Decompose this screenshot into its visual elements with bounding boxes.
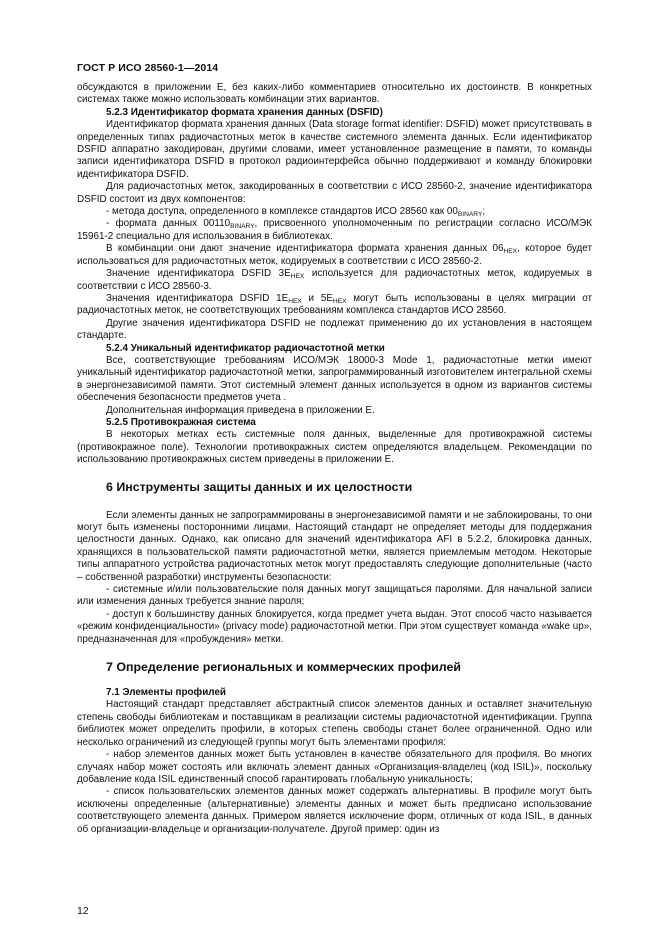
subscript: BINARY xyxy=(457,211,483,219)
paragraph xyxy=(77,243,592,268)
subsection-heading-5-2-5: 5.2.5 Противокражная система xyxy=(106,416,256,428)
subsection-heading-5-2-4: 5.2.4 Уникальный идентификатор радиочастотной метки xyxy=(106,342,385,354)
list-item: - список пользовательских элементов данных может содержать альтернативы. В профиле могут быть исключены определенные (альтернативные) элементы данных и может быть предписано использование соответствующего элемента данных. Примером является исключение форм, отличных от кода ISIL, в данных об организации-владельце и организации-получателе. Другой пример: один из xyxy=(77,786,592,835)
paragraph: обсуждаются в приложении Е, без каких-либо комментариев относительно их достоинств. В конкретных системах также можно использовать комбинации этих вариантов. xyxy=(77,82,592,106)
paragraph: Другие значения идентификатора DSFID не подлежат применению до их установления в настоящем стандарте. xyxy=(77,317,592,342)
list-item: - системные и/или пользовательские поля данных могут защищаться паролями. Для начальной записи или изменения данных требуется знание пароля; xyxy=(77,584,592,608)
text-run: используется для радиочастотных меток, кодируемых в соответствии с ИСО 28560-3. xyxy=(77,268,592,292)
document-header: ГОСТ Р ИСО 28560-1—2014 xyxy=(77,62,219,74)
paragraph: Дополнительная информация приведена в приложении Е. xyxy=(106,404,375,416)
text-run: - метода доступа, определенного в комплексе стандартов ИСО 28560 как 00 xyxy=(106,206,458,218)
paragraph: Если элементы данных не запрограммированы в энергонезависимой памяти и не заблокированы, то они могут быть изменены посторонними лицами. Настоящий стандарт не определяет методы для поддержания целостности данных. Однако, как описано для значений идентификатора AFI в 5.2.2, блокировка данных, хранящихся в пользовательской памяти радиочастотной метки, является приемлемым методом. Некоторые типы аппаратного устройства радиочастотных меток могут предоставлять следующие дополнительные (часто – собственной разработки) инструменты безопасности: xyxy=(77,509,592,583)
paragraph: Для радиочастотных меток, закодированных в соответствии с ИСО 28560-2, значение идентификатора DSFID состоит из двух компонентов: xyxy=(77,181,592,205)
subscript: HEX xyxy=(503,248,518,256)
text-run: могут быть использованы в целях миграции от радиочастотных меток, не соответствующих требованиям комплекса стандартов ИСО 28560. xyxy=(77,292,593,317)
text-run: ; xyxy=(482,206,486,218)
document-body xyxy=(77,82,592,836)
text-run: Значение идентификатора DSFID 3E xyxy=(106,268,291,280)
text-run: - формата данных 00110 xyxy=(106,218,231,230)
subscript: BINARY xyxy=(230,223,255,231)
list-item xyxy=(77,206,592,218)
paragraph: В некоторых метках есть системные поля данных, выделенные для противокражной системы (противокражное поле). Технологии противокражных систем определяются владельцем. Рекомендации по использованию противокражных систем приведены в приложении Е. xyxy=(77,429,592,466)
paragraph: Идентификатор формата хранения данных (Data storage format identifier: DSFID) может присутствовать в определенных типах радиочастотных меток в качестве системного элемента данных. Если идентификатор DSFID аппаратно закодирован, другими словами, имеет установленное размещение в памяти, то команды записи идентификатора DSFID в протокол радиоинтерфейса обычно поддерживают и команду блокировки идентификатора DSFID. xyxy=(77,119,592,180)
list-item: - набор элементов данных может быть установлен в качестве обязательного для профиля. Во многих случаях набор может состоять или включать элемент данных «Организация-владелец (код ISIL)», поскольку добавление кода ISIL единственный способ гарантировать глобальную уникальность; xyxy=(77,749,592,785)
subsection-heading-7-1: 7.1 Элементы профилей xyxy=(106,687,226,699)
subscript: HEX xyxy=(288,297,302,305)
list-item xyxy=(77,218,592,243)
subsection-heading-5-2-3: 5.2.3 Идентификатор формата хранения данных (DSFID) xyxy=(106,106,383,118)
text-run: , присвоенного уполномоченным по регистрации согласно ИСО/МЭК 15961-2 специально для использования в библиотеках. xyxy=(77,218,592,242)
paragraph: Настоящий стандарт представляет абстрактный список элементов данных и оставляет значительную степень свободы библиотекам и поставщикам в реализации системы радиочастотной идентификации. Группа библиотек может определить профили, в которых степень свободы станет более ограниченной. Одно или несколько ограничений из следующей группы могут быть элементами профиля: xyxy=(77,699,592,748)
subscript: HEX xyxy=(290,273,305,281)
section-heading-6: 6 Инструменты защиты данных и их целостности xyxy=(106,479,413,494)
paragraph: Все, соответствующие требованиям ИСО/МЭК 18000-3 Mode 1, радиочастотные метки имеют уникальный идентификатор радиочастотной метки, запрограммированный изготовителем интегральной схемы в энергонезависимой памяти. Этот системный элемент данных используется в одном из вариантов системы обеспечения безопасности предметов учета . xyxy=(77,354,592,404)
subscript: HEX xyxy=(332,297,347,305)
text-run: Значения идентификатора DSFID 1E xyxy=(106,292,289,304)
text-run: , которое будет использоваться для радиочастотных меток, кодируемых в соответствии с ИСО 28560-2. xyxy=(77,243,592,267)
paragraph xyxy=(77,268,592,293)
page-number: 12 xyxy=(77,905,89,917)
list-item: - доступ к большинству данных блокируется, когда предмет учета выдан. Этот способ часто называется «режим конфиденциальности» (privacy mode) радиочастотной метки. При этом существует команда «wake up», предназначенная для «пробуждения» метки. xyxy=(77,608,592,645)
text-run: В комбинации они дают значение идентификатора формата хранения данных 06 xyxy=(106,243,504,255)
text-run: и 5E xyxy=(301,292,333,304)
section-heading-7: 7 Определение региональных и коммерческих профилей xyxy=(106,660,462,675)
paragraph xyxy=(77,293,592,318)
